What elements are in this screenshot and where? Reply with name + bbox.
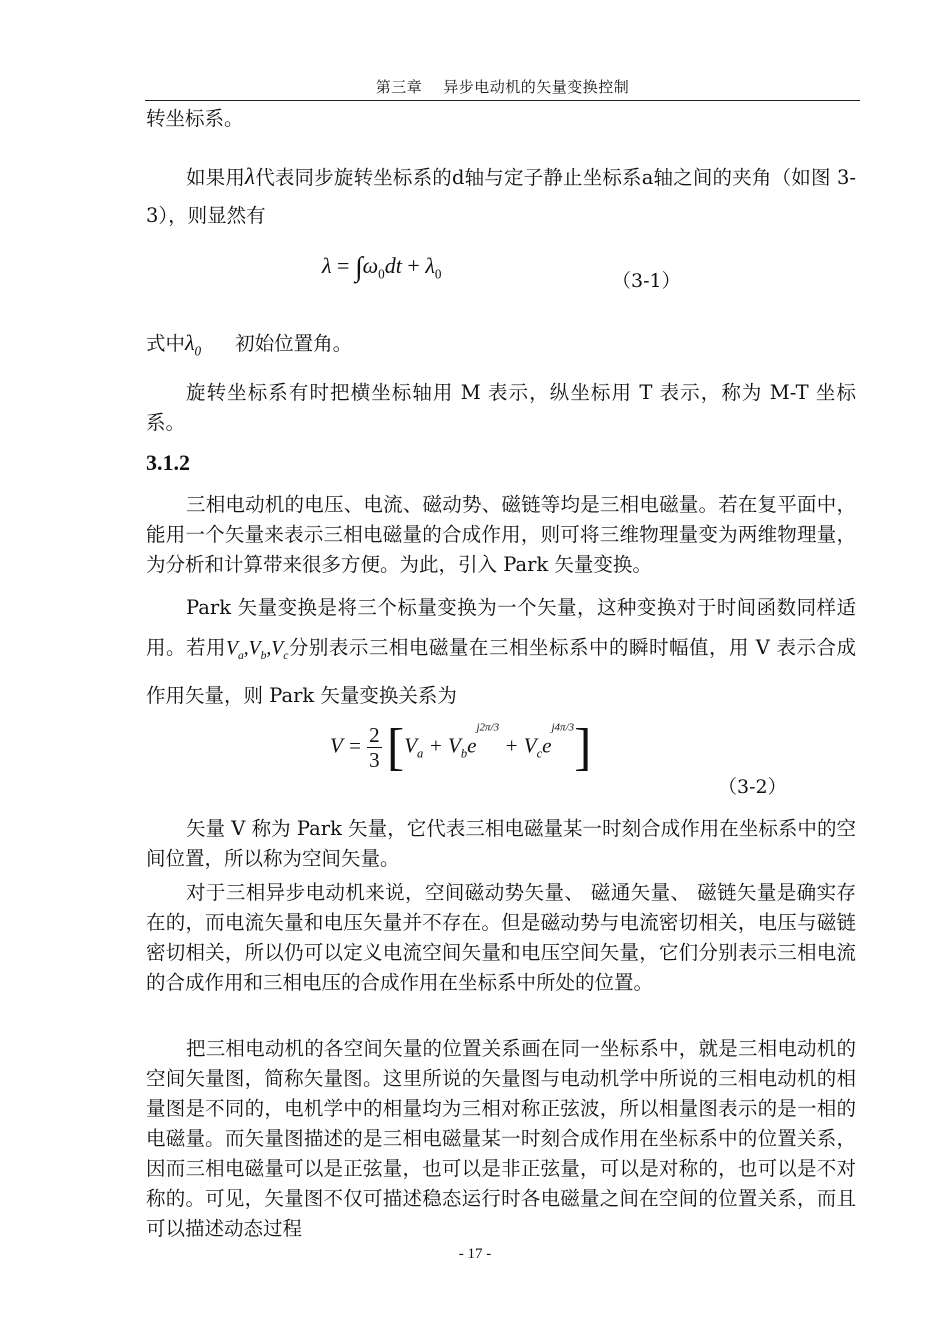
equation-3-2: V = 2 3 $[V_a + V_be^{j2\pi/3} + V_ce^{j4\pi/3}]$ — [330, 719, 592, 776]
paragraph-5: Park 矢量变换是将三个标量变换为一个矢量，这种变换对于时间函数同样适用。若用$V_a,V_b,V_c$分别表示三相电磁量在三相坐标系中的瞬时幅值，用 V 表示合成作用矢量，则 Park 矢量变换关系为 — [146, 596, 856, 707]
header-title: 异步电动机的矢量变换控制 — [443, 78, 630, 96]
paragraph-1: 如果用λ代表同步旋转坐标系的d轴与定子静止坐标系a轴之间的夹角（如图 3-3），则显然有 — [146, 164, 856, 227]
lambda-symbol: λ — [245, 164, 256, 189]
page-header — [145, 74, 860, 101]
paragraph-4: 三相电动机的电压、电流、磁动势、磁链等均是三相电磁量。若在复平面中，能用一个矢量来表示三相电磁量的合成作用，则可将三维物理量变为两维物理量，为分析和计算带来很多方便。为此，引入 Park 矢量变换。 — [146, 493, 856, 576]
section-heading: 3.1.2 — [146, 450, 190, 475]
header-chapter: 第三章 — [375, 78, 423, 96]
equation-number-2: （3-2） — [718, 776, 787, 798]
paragraph-0: 转坐标系。 — [146, 107, 244, 130]
lambda0-symbol: $\lambda_0$ — [185, 330, 202, 359]
equation-3-1: $\lambda = \int\omega_0dt + \lambda_0$ — [322, 252, 442, 283]
paragraph-6: 矢量 V 称为 Park 矢量，它代表三相电磁量某一时刻合成作用在坐标系中的空间位置，所以称为空间矢量。 — [146, 817, 856, 870]
paragraph-7: 对于三相异步电动机来说，空间磁动势矢量、 磁通矢量、 磁链矢量是确实存在的，而电流矢量和电压矢量并不存在。但是磁动势与电流密切相关，电压与磁链密切相关，所以仍可以定义电流空间矢量和电压空间矢量，它们分别表示三相电流的合成作用和三相电压的合成作用在坐标系中所处的位置。 — [146, 881, 856, 994]
paragraph-2: 式中$\lambda_0$ 初始位置角。 — [146, 330, 353, 359]
va-vb-vc-symbols: $V_a,V_b,V_c$ — [226, 638, 289, 662]
paragraph-8: 把三相电动机的各空间矢量的位置关系画在同一坐标系中，就是三相电动机的空间矢量图，简称矢量图。这里所说的矢量图与电动机学中所说的三相电动机的相量图是不同的，电机学中的相量均为三相对称正弦波，所以相量图表示的是一相的电磁量。而矢量图描述的是三相电磁量某一时刻合成作用在坐标系中的位置关系，因而三相电磁量可以是正弦量，也可以是非正弦量，可以是对称的，也可以是不对称的。可见，矢量图不仅可描述稳态运行时各电磁量之间在空间的位置关系，而且可以描述动态过程 — [146, 1037, 856, 1240]
page-number: - 17 - — [458, 1246, 492, 1262]
equation-number-1: （3-1） — [612, 270, 681, 292]
paragraph-3: 旋转坐标系有时把横坐标轴用 M 表示，纵坐标用 T 表示，称为 M-T 坐标系。 — [146, 381, 856, 434]
